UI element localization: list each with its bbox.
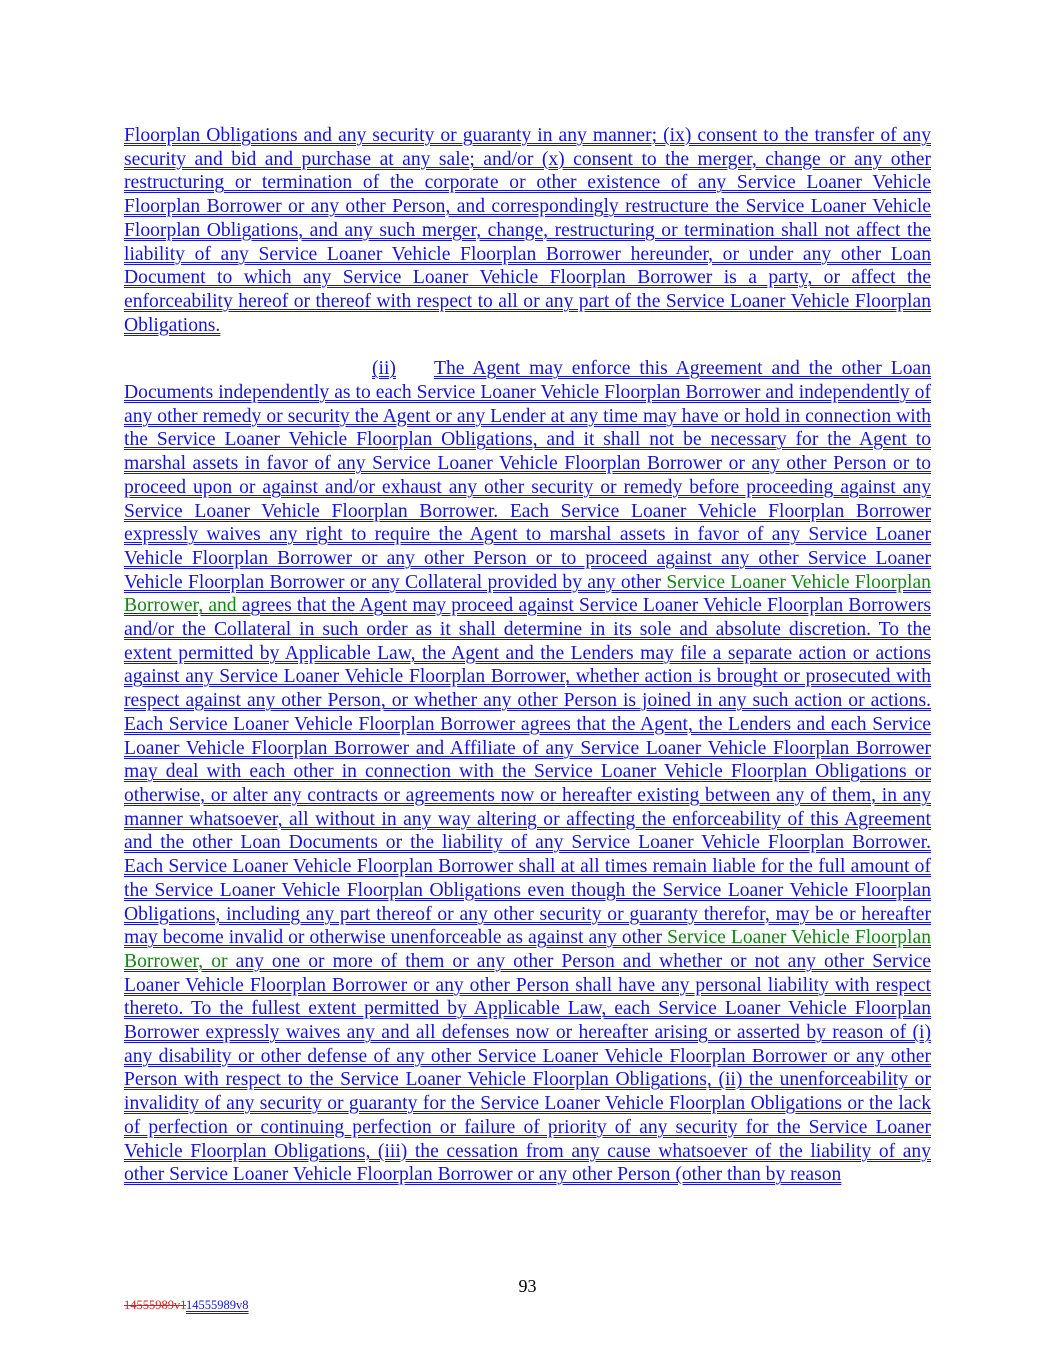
page-number: 93 — [518, 1276, 537, 1296]
inserted-doc-id: 14555989v8 — [186, 1298, 249, 1312]
moved-text: Service Loaner Vehicle Floorplan Borrower, and — [124, 571, 931, 617]
inserted-text: any one or more of them or any other Person and whether or not any other Service Loaner Vehicle Floorplan Borrower or any other Person shall have any personal liability with respect thereto. To the fullest extent permitted by Applicable Law, each Service Loaner Vehicle Floorplan Borrower expressly waives any and all defenses now or hereafter arising or asserted by reason of (i) any disability or other defense of any other Service Loaner Vehicle Floorplan Borrower or any other Person with respect to the Service Loaner Vehicle Floorplan Obligations, (ii) the unenforceability or invalidity of any security or guaranty for the Service Loaner Vehicle Floorplan Obligations or the lack of perfection or continuing perfection or failure of priority of any security for the Service Loaner Vehicle Floorplan Obligations, (iii) the cessation from any cause whatsoever of the liability of any other Service Loaner Vehicle Floorplan Borrower or any other Person (other than by reason — [124, 950, 932, 1186]
document-body — [124, 124, 931, 1187]
document-id — [124, 1298, 249, 1312]
inserted-text: Floorplan Obligations and any security or guaranty in any manner; (ix) consent to the transfer of any security and bid and purchase at any sale; and/or (x) consent to the merger, change or any other restructuring or termination of the corporate or other existence of any Service Loaner Vehicle Floorplan Borrower or any other Person, and correspondingly restructure the Service Loaner Vehicle Floorplan Obligations, and any such merger, change, restructuring or termination shall not affect the liability of any Service Loaner Vehicle Floorplan Borrower hereunder, or under any other Loan Document to which any Service Loaner Vehicle Floorplan Borrower is a party, or affect the enforceability hereof or thereof with respect to all or any part of the Service Loaner Vehicle Floorplan Obligations. — [124, 125, 931, 336]
deleted-doc-id: 14555989v1 — [124, 1298, 187, 1312]
inserted-text: The Agent may enforce this Agreement and the other Loan Documents independently as to each Service Loaner Vehicle Floorplan Borrower and independently of any other remedy or security the Agent or any Lender at any time may have or hold in connection with the Service Loaner Vehicle Floorplan Obligations, and it shall not be necessary for the Agent to marshal assets in favor of any Service Loaner Vehicle Floorplan Borrower or any other Person or to proceed upon or against and/or exhaust any other security or remedy before proceeding against any Service Loaner Vehicle Floorplan Borrower. Each Service Loaner Vehicle Floorplan Borrower expressly waives any right to require the Agent to marshal assets in favor of any Service Loaner Vehicle Floorplan Borrower or any other Person or to proceed against any other Service Loaner Vehicle Floorplan Borrower or any Collateral provided by any other — [124, 358, 931, 593]
section-number: (ii) — [372, 358, 396, 380]
inserted-text: agrees that the Agent may proceed against Service Loaner Vehicle Floorplan Borrowers and/or the Collateral in such order as it shall determine in its sole and absolute discretion. To the extent permitted by Applicable Law, the Agent and the Lenders may file a separate action or actions against any Service Loaner Vehicle Floorplan Borrower, whether action is brought or prosecuted with respect against any other Person, or whether any other Person is joined in any such action or actions. Each Service Loaner Vehicle Floorplan Borrower agrees that the Agent, the Lenders and each Service Loaner Vehicle Floorplan Borrower and Affiliate of any Service Loaner Vehicle Floorplan Borrower may deal with each other in connection with the Service Loaner Vehicle Floorplan Obligations or otherwise, or alter any contracts or agreements now or hereafter existing between any of them, in any manner whatsoever, all without in any way altering or affecting the enforceability of this Agreement and the other Loan Documents or the liability of any Service Loaner Vehicle Floorplan Borrower. Each Service Loaner Vehicle Floorplan Borrower shall at all times remain liable for the full amount of the Service Loaner Vehicle Floorplan Obligations even though the Service Loaner Vehicle Floorplan Obligations, including any part thereof or any other security or guaranty therefor, may be or hereafter may become invalid or otherwise unenforceable as against any other — [124, 595, 931, 949]
moved-text: Service Loaner Vehicle Floorplan Borrower, or — [124, 927, 931, 972]
paragraph-continuation — [124, 124, 931, 337]
paragraph-ii — [124, 357, 931, 1187]
